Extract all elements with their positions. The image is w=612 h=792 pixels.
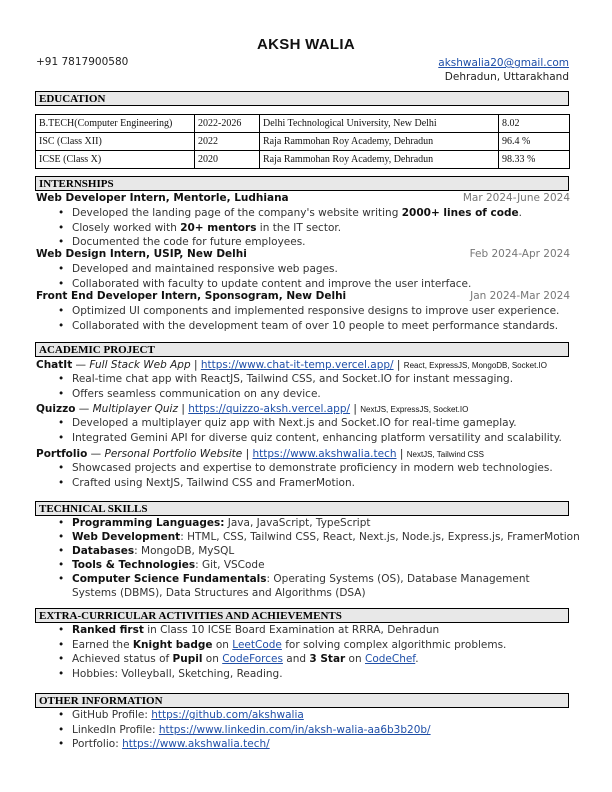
project-subtitle: Personal Portfolio Website xyxy=(104,448,243,460)
internship-title: Front End Developer Intern, Sponsogram, New Delhi xyxy=(36,290,347,302)
other-info-heading: OTHER INFORMATION xyxy=(35,693,569,708)
list-item: • Closely worked with 20+ mentors in the IT sector. xyxy=(36,221,570,236)
location: Dehradun, Uttarakhand xyxy=(444,71,569,83)
leetcode-link[interactable]: LeetCode xyxy=(232,638,282,651)
internship-date: Mar 2024-June 2024 xyxy=(462,192,570,204)
list-item: • Developed the landing page of the company's website writing 2000+ lines of code. xyxy=(36,206,570,221)
internship-bullets xyxy=(36,262,570,291)
list-item: • Ranked first in Class 10 ICSE Board Examination at RRRA, Dehradun xyxy=(36,623,570,638)
github-link[interactable]: https://github.com/akshwalia xyxy=(151,709,304,721)
list-item: • Offers seamless communication on any device. xyxy=(36,387,570,402)
edu-score: 98.33 % xyxy=(499,151,570,169)
extracurricular-list xyxy=(36,623,570,681)
edu-institute: Delhi Technological University, New Delhi xyxy=(260,115,499,133)
list-item: • Computer Science Fundamentals: Operating Systems (OS), Database Management Systems (DBMS), Data Structures and Algorithms (DSA) xyxy=(36,572,570,600)
edu-degree: ISC (Class XII) xyxy=(36,133,195,151)
project-tech: React, ExpressJS, MongoDB, Socket.IO xyxy=(403,361,547,370)
list-item: • Databases: MongoDB, MySQL xyxy=(36,544,570,558)
education-heading: EDUCATION xyxy=(35,91,569,106)
project-bullets xyxy=(36,372,570,401)
internship-title: Web Design Intern, USIP, New Delhi xyxy=(36,248,247,260)
edu-years: 2022-2026 xyxy=(195,115,260,133)
list-item: • Collaborated with the development team of over 10 people to meet performance standards. xyxy=(36,319,570,334)
list-item: • Programming Languages: Java, JavaScript, TypeScript xyxy=(36,516,570,530)
internship-header xyxy=(36,191,570,205)
edu-score: 96.4 % xyxy=(499,133,570,151)
edu-institute: Raja Rammohan Roy Academy, Dehradun xyxy=(260,151,499,169)
project-header: ChatIt — Full Stack Web App | https://www.chat-it-temp.vercel.app/ | React, ExpressJS, MongoDB, Socket.IO xyxy=(36,359,547,371)
portfolio-link[interactable]: https://www.akshwalia.tech/ xyxy=(122,738,270,750)
projects-heading: ACADEMIC PROJECT xyxy=(35,342,569,357)
list-item: • Collaborated with faculty to update content and improve the user interface. xyxy=(36,277,570,292)
list-item: • GitHub Profile: https://github.com/akshwalia xyxy=(36,708,570,723)
project-name: ChatIt xyxy=(36,359,73,371)
edu-years: 2020 xyxy=(195,151,260,169)
list-item: • Optimized UI components and implemented responsive designs to improve user experience. xyxy=(36,304,570,319)
list-item: • Crafted using NextJS, Tailwind CSS and FramerMotion. xyxy=(36,476,570,491)
email-link[interactable]: akshwalia20@gmail.com xyxy=(438,57,569,69)
list-item: • Earned the Knight badge on LeetCode for solving complex algorithmic problems. xyxy=(36,638,570,653)
list-item: • Real-time chat app with ReactJS, Tailwind CSS, and Socket.IO for instant messaging. xyxy=(36,372,570,387)
list-item: • Developed a multiplayer quiz app with Next.js and Socket.IO for real-time gameplay. xyxy=(36,416,570,431)
table-row xyxy=(36,133,570,151)
list-item: • Tools & Technologies: Git, VSCode xyxy=(36,558,570,572)
table-row xyxy=(36,151,570,169)
linkedin-link[interactable]: https://www.linkedin.com/in/aksh-walia-aa6b3b20b/ xyxy=(158,723,431,736)
internship-date: Feb 2024-Apr 2024 xyxy=(469,248,570,260)
internship-header xyxy=(36,289,570,303)
project-link[interactable]: https://www.akshwalia.tech xyxy=(252,448,397,460)
education-table xyxy=(35,114,570,169)
internship-date: Jan 2024-Mar 2024 xyxy=(470,290,570,302)
internships-heading: INTERNSHIPS xyxy=(35,176,569,191)
internship-bullets xyxy=(36,304,570,333)
codeforces-link[interactable]: CodeForces xyxy=(222,653,283,665)
codechef-link[interactable]: CodeChef xyxy=(364,653,416,665)
list-item: • Documented the code for future employees. xyxy=(36,235,570,250)
project-tech: NextJS, Tailwind CSS xyxy=(406,450,484,459)
project-bullets xyxy=(36,416,570,445)
list-item: • Developed and maintained responsive web pages. xyxy=(36,262,570,277)
project-subtitle: Full Stack Web App xyxy=(89,359,191,371)
project-link[interactable]: https://quizzo-aksh.vercel.app/ xyxy=(188,403,351,415)
list-item: • Web Development: HTML, CSS, Tailwind CSS, React, Next.js, Node.js, Express.js, FramerMotion xyxy=(36,530,570,544)
project-name: Portfolio xyxy=(36,448,88,460)
edu-degree: ICSE (Class X) xyxy=(36,151,195,169)
project-bullets xyxy=(36,461,570,490)
internship-title: Web Developer Intern, Mentorle, Ludhiana xyxy=(36,192,289,204)
edu-years: 2022 xyxy=(195,133,260,151)
skills-list xyxy=(36,516,580,600)
list-item: • Portfolio: https://www.akshwalia.tech/ xyxy=(36,737,570,752)
other-info-list xyxy=(36,708,570,752)
internship-bullets xyxy=(36,206,570,250)
project-subtitle: Multiplayer Quiz xyxy=(92,403,178,415)
project-header: Quizzo — Multiplayer Quiz | https://quizzo-aksh.vercel.app/ | NextJS, ExpressJS, Socket.IO xyxy=(36,403,469,415)
edu-degree: B.TECH(Computer Engineering) xyxy=(36,115,195,133)
candidate-name: AKSH WALIA xyxy=(257,36,355,53)
table-row xyxy=(36,115,570,133)
contact-block xyxy=(438,56,569,84)
project-tech: NextJS, ExpressJS, Socket.IO xyxy=(360,405,469,414)
phone-number: +91 7817900580 xyxy=(36,56,129,68)
edu-score: 8.02 xyxy=(499,115,570,133)
project-header: Portfolio — Personal Portfolio Website | https://www.akshwalia.tech | NextJS, Tailwind CSS xyxy=(36,448,484,460)
project-name: Quizzo xyxy=(36,403,76,415)
edu-institute: Raja Rammohan Roy Academy, Dehradun xyxy=(260,133,499,151)
list-item: • Integrated Gemini API for diverse quiz content, enhancing platform versatility and scalability. xyxy=(36,431,570,446)
extracurricular-heading: EXTRA-CURRICULAR ACTIVITIES AND ACHIEVEMENTS xyxy=(35,608,569,623)
internship-header xyxy=(36,247,570,261)
list-item: • LinkedIn Profile: https://www.linkedin.com/in/aksh-walia-aa6b3b20b/ xyxy=(36,723,570,738)
list-item: • Hobbies: Volleyball, Sketching, Reading. xyxy=(36,667,570,682)
list-item: • Showcased projects and expertise to demonstrate proficiency in modern web technologies. xyxy=(36,461,570,476)
project-link[interactable]: https://www.chat-it-temp.vercel.app/ xyxy=(200,359,394,371)
skills-heading: TECHNICAL SKILLS xyxy=(35,501,569,516)
list-item: • Achieved status of Pupil on CodeForces and 3 Star on CodeChef. xyxy=(36,652,570,667)
